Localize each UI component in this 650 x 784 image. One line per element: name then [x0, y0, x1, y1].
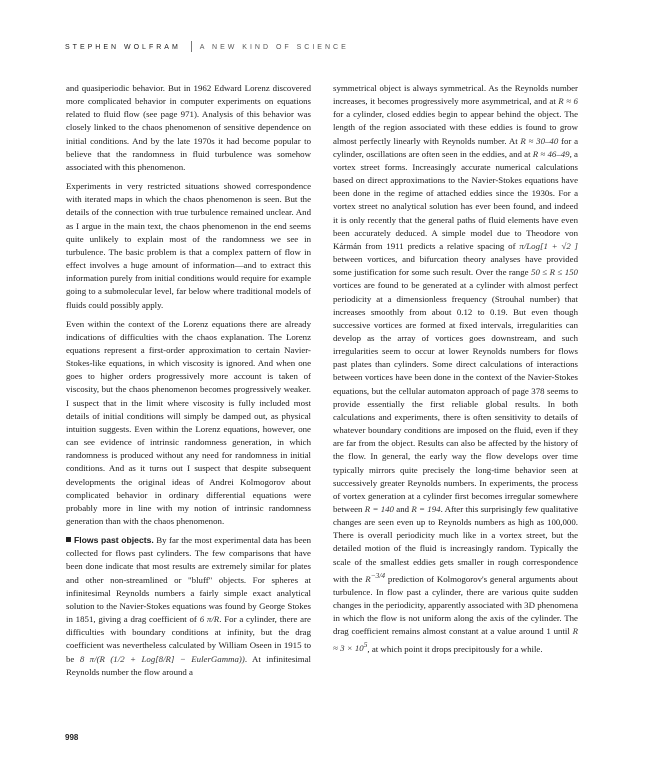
text-run: . For a cylinder, there are difficulties with boundary conditions at infinity, but the drag coefficient was nevertheless calculated by William Oseen in 1915 to be: [66, 614, 311, 664]
section-heading: Flows past objects.: [74, 535, 154, 546]
math-expression: 6 π/R: [199, 614, 220, 625]
section-bullet-icon: [66, 537, 71, 542]
running-head-author: STEPHEN WOLFRAM: [65, 44, 181, 51]
left-column: [66, 82, 311, 679]
math-expression: R = 140: [364, 504, 394, 514]
right-column: [333, 82, 578, 656]
running-head-book-title: A NEW KIND OF SCIENCE: [199, 44, 349, 51]
math-expression: R ≈ 46–49: [532, 148, 570, 159]
text-run: symmetrical object is always symmetrical. As the Reynolds number increases, it becomes progressively more asymmetrical, and at: [333, 83, 578, 107]
math-expression: R ≈ 30–40: [520, 135, 559, 146]
text-run: , a vortex street forms. Increasingly accurate numerical calculations based on direct approximations to the Navier-Stokes equations have been done in the regime of attached eddies since the 1930s. For a vortex street no analytical solution has ever been found, and indeed it is only recently that the general paths of fluid elements have even been accurately deduced. A simple model due to Theodore von Kármán from 1911 predicts a relative spacing of: [333, 148, 578, 251]
paragraph: Experiments in very restricted situations showed correspondence with iterated maps in which the chaos phenomenon is seen. But the details of the connection with true turbulence remained unclear. And as I argue in the main text, the chaos phenomenon in the end seems quite unlikely to explain most of the randomness we see in turbulence. The basic problem is that a complex pattern of flow in effect involves a huge amount of information—and to extract this information purely from initial conditions would require for example going to a submolecular level, far below where traditional models of fluids could possibly apply.: [66, 181, 311, 310]
math-expression: [365, 570, 386, 584]
text-run: . After this surprisingly few qualitative changes are seen even up to Reynolds numbers as high as 100,000. There is overall periodicity much like in a vortex street, but the detailed motion of the fluid is increasingly random. Typically the scale of the smallest eddies gets smaller in rough correspondence with the: [333, 504, 579, 584]
text-run: prediction of Kolmogorov's general arguments about turbulence. In flow past a cylinder, there are various quite sudden changes in the periodicity, apparently associated with 3D phenomena in which the flow is not uniform along the axis of the cylinder. The drag coefficient remains almost constant at a value around 1 until: [333, 573, 578, 637]
running-head-divider: [191, 41, 192, 52]
math-expression: R ≈ 6: [558, 96, 578, 107]
math-exponent: −3/4: [370, 570, 386, 580]
running-head: [65, 41, 349, 52]
math-expression: R = 194: [411, 504, 441, 514]
text-run: for a cylinder, closed eddies begin to appear behind the object. The length of the region associated with these eddies is found to grow almost perfectly linearly with Reynolds number. At: [333, 109, 578, 146]
text-run: . At infinitesimal Reynolds number the flow around a: [66, 653, 311, 677]
math-expression: 8 π/(R (1/2 + Log[8/R] − EulerGamma)): [79, 653, 245, 664]
text-run: between vortices, and bifurcation theory analyses have provided some justification for some such result. Over the range: [333, 254, 578, 278]
math-expression: 50 ≤ R ≤ 150: [531, 267, 578, 278]
paragraph: and quasiperiodic behavior. But in 1962 Edward Lorenz discovered more complicated behavior in computer experiments on equations related to fluid flow (see page 971). Analysis of this behavior was closely linked to the chaos phenomenon of sensitive dependence on initial conditions. And by the late 1970s it had become popular to believe that the randomness in fluid turbulence was somehow associated with this phenomenon.: [66, 83, 311, 172]
math-base: R ≈ 3 × 10: [333, 626, 578, 654]
math-base: R: [365, 573, 371, 584]
paragraph: Even within the context of the Lorenz equations there are already indications of difficulties with the chaos explanation. The Lorenz equations represent a first-order approximation to certain Navier-Stokes-like equations, in which viscosity is ignored. And when one goes to higher orders progressively more account is taken of viscosity, but the chaos phenomenon becomes progressively weaker. I suspect that in the limit where viscosity is fully included most details of initial conditions will simply be damped out, as physical intuition suggests. Even within the Lorenz equations, however, one can see evidence of intrinsic randomness generation, in which randomness is produced without any need for randomness in initial conditions. And as it turns out I suspect that despite subsequent developments the original ideas of Andrei Kolmogorov about complicated behavior in ordinary differential equations were probably more in line with my notion of intrinsic randomness generation than with the chaos phenomenon.: [66, 318, 311, 526]
text-run: , at which point it drops precipitously for a while.: [367, 643, 543, 654]
math-expression: π/Log[1 + √2 ]: [519, 240, 578, 251]
paragraph: [333, 82, 578, 656]
flows-past-objects-paragraph: [66, 534, 311, 679]
text-run: and: [396, 504, 410, 514]
text-run: By far the most experimental data has been collected for flows past cylinders. The few comparisons that have been done indicate that most results are extremely similar for plates and other non-streamlined or "bluff" objects. For spheres at infinitesimal Reynolds numbers a fairly simple exact analytical solution to the Navier-Stokes equations was found by George Stokes in 1851, giving a drag coefficient of: [66, 535, 311, 625]
text-run: vortices are found to be generated at a cylinder with almost perfect periodicity at a dimensionless frequency (Strouhal number) that increases smoothly from about 0.12 to 0.19. But even though successive vortices are formed at fixed intervals, irregularities can develop as the array of vortices goes downstream, and such irregularities seem to occur at lower Reynolds numbers for flows past plates than cylinders. Some direct calculations of interactions between vortices have been done in the context of the Navier-Stokes equations, but the cellular automaton approach of page 378 seems to provide essentially the first reliable global results. In both calculations and experiments, there is often sensitivity to details of whatever boundary conditions are imposed on the fluid, even if they are far from the object. Results can also be affected by the history of the flow. In general, the early way the flow develops over time typically mirrors quite precisely the long-time behavior seen at successively greater Reynolds numbers. In experiments, the process of vortex generation at a cylinder first becomes irregular somewhere between: [333, 280, 578, 514]
text-run: for a cylinder, oscillations are often seen in the eddies, and at: [333, 135, 578, 159]
math-exponent: 5: [363, 640, 368, 650]
page-number: 998: [65, 733, 79, 742]
